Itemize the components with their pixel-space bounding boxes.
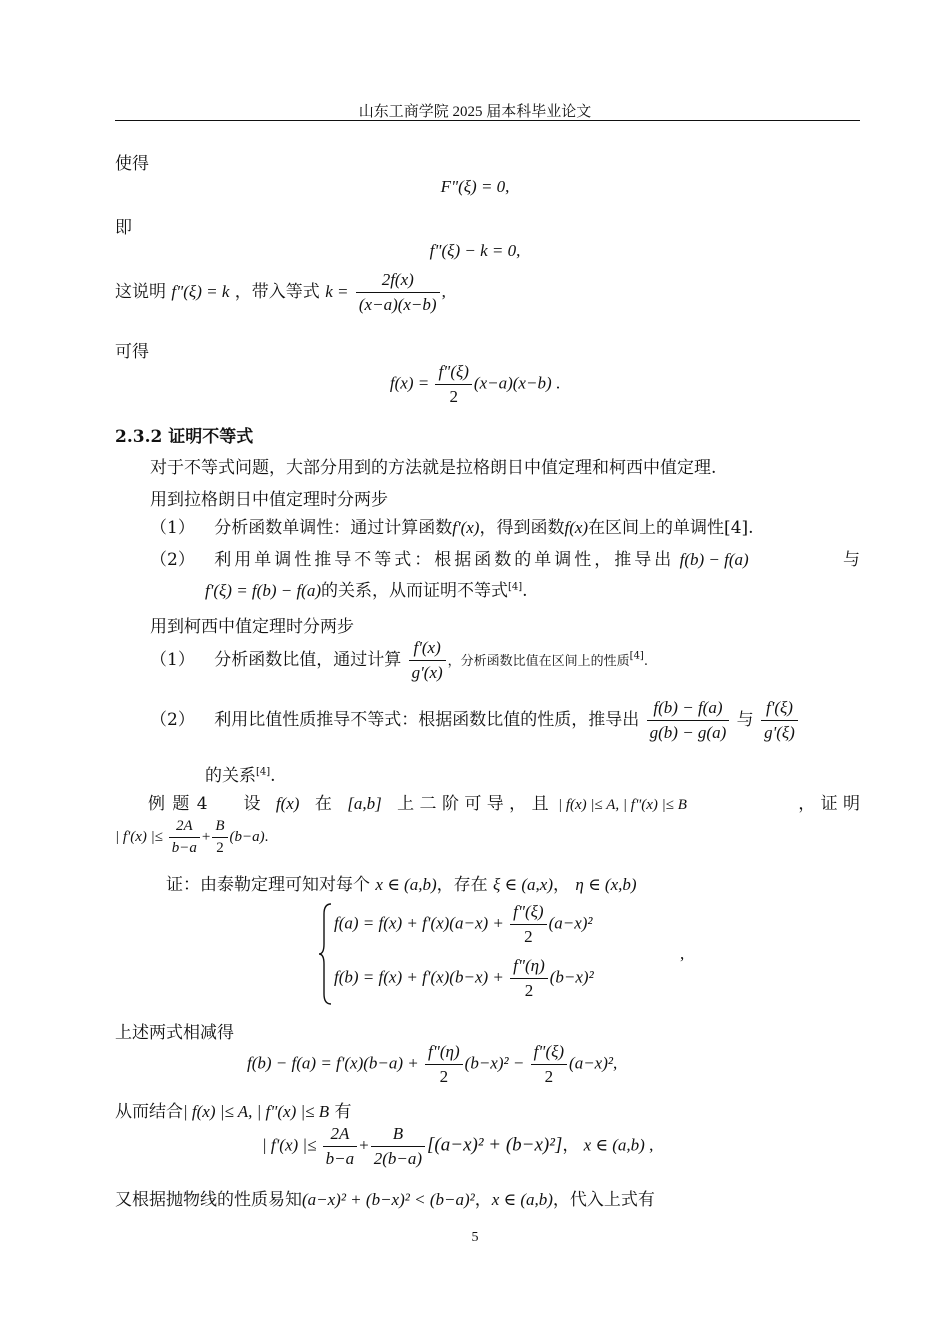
- line-k-substitution: 这说明 f"(ξ) = k ，带入等式 k = $\frac{2f(x)}{(x-a)(x-b)}$ ,: [115, 270, 446, 314]
- example-4-statement: 例 题 4 设 f(x) 在 [a,b] 上 二 阶 可 导 ， 且 | f(x) |≤ A, | f"(x) |≤ B ， 证 明: [148, 794, 860, 814]
- text-combine: 从而结合| f(x) |≤ A, | f"(x) |≤ B 有: [115, 1102, 352, 1122]
- lagrange-step-1: （1） 分析函数单调性：通过计算函数f'(x)，得到函数f(x)在区间上的单调性[4].: [150, 518, 754, 538]
- paragraph-intro: 对于不等式问题，大部分用到的方法就是拉格朗日中值定理和柯西中值定理.: [150, 458, 717, 478]
- text-subtract: 上述两式相减得: [115, 1023, 234, 1043]
- equation-f-double-prime-minus-k: f"(ξ) − k = 0,: [429, 241, 521, 260]
- cauchy-step-2: （2） 利用比值性质推导不等式：根据函数比值的性质，推导出 $\frac{f(b) - f(a)}{g(b) - g(a)}$ 与 $\frac{f'(\xi)}{g'(\xi)}$: [150, 698, 800, 743]
- cauchy-step-2-cont: 的关系[4].: [205, 766, 276, 786]
- taylor-expansion-b: f(b) = f(x) + f'(x)(b−x) + $\frac{f"(\eta)}{2}$ (b−x)²: [334, 956, 594, 1000]
- page-number: 5: [471, 1230, 479, 1245]
- lagrange-step-2-cont: f'(ξ) = f(b) − f(a)的关系，从而证明不等式[4].: [205, 581, 528, 601]
- running-header: 山东工商学院 2025 届本科毕业论文: [358, 104, 592, 120]
- example-4-target: | f'(x) |≤ $\frac{2A}{b-a}$ + $\frac{B}{2}$ (b−a).: [115, 818, 269, 856]
- lagrange-step-2: （2） 利用单调性推导不等式：根据函数的单调性，推导出 f(b) − f(a) 与: [150, 550, 860, 570]
- equation-difference: f(b) − f(a) = f'(x)(b−a) + $\frac{f"(\eta)}{2}$ (b−x)² − $\frac{f"(\xi)}{2}$ (a−x)²,: [247, 1042, 618, 1086]
- text-parabola: 又根据抛物线的性质易知(a−x)² + (b−x)² < (b−a)²，x ∈ (a,b)，代入上式有: [115, 1190, 655, 1210]
- inequality-bound: | f'(x) |≤ $\frac{2A}{b-a}$ + $\frac{B}{2(b-a)}$ [(a−x)² + (b−x)²]， x ∈ (a,b) ,: [262, 1124, 654, 1168]
- equation-fx-result: f(x) = $\frac{f"(\xi)}{2}$ (x−a)(x−b) .: [389, 362, 561, 406]
- text-ke-de: 可得: [115, 342, 149, 362]
- equation-F-double-prime: F"(ξ) = 0,: [440, 177, 510, 196]
- taylor-expansion-a: f(a) = f(x) + f'(x)(a−x) + $\frac{f"(\xi)}{2}$ (a−x)²: [334, 902, 593, 946]
- fraction-k: $\frac{2f(x)}{(x-a)(x-b)}$: [356, 270, 440, 315]
- section-title: 2.3.2 证明不等式: [115, 427, 254, 447]
- cauchy-step-1: （1） 分析函数比值，通过计算 $\frac{f'(x)}{g'(x)}$ ，分析函数比值在区间上的性质[4].: [150, 638, 648, 682]
- paragraph-cauchy: 用到柯西中值定理时分两步: [150, 617, 354, 637]
- text-ji: 即: [115, 218, 132, 238]
- system-brace: [318, 902, 334, 1006]
- paragraph-lagrange: 用到拉格朗日中值定理时分两步: [150, 490, 388, 510]
- proof-intro: 证：由泰勒定理可知对每个 x ∈ (a,b)，存在 ξ ∈ (a,x)， η ∈ (x,b): [166, 875, 637, 895]
- system-comma: ,: [680, 944, 685, 963]
- header-rule: [115, 120, 860, 121]
- text-shi-de: 使得: [115, 154, 149, 174]
